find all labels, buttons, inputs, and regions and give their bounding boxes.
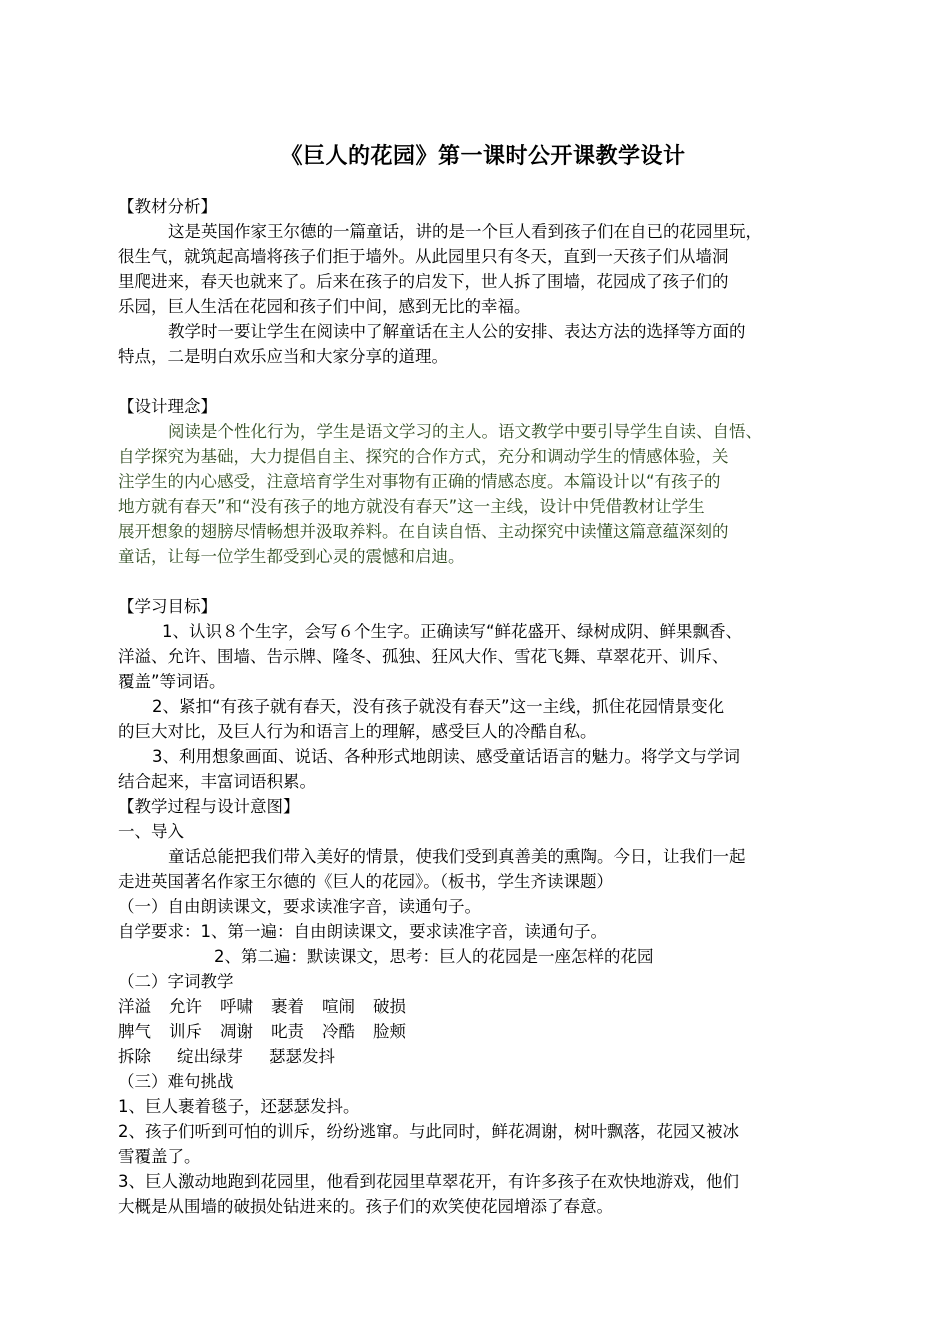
goal-line: 2、紧扣“有孩子就有春天，没有孩子就没有春天”这一主线，抓住花园情景变化: [152, 697, 725, 716]
paragraph-line: 里爬进来，春天也就来了。后来在孩子的启发下，世人拆了围墙，花园成了孩子们的: [118, 272, 729, 291]
paragraph-line: 注学生的内心感受，注意培育学生对事物有正确的情感态度。本篇设计以“有孩子的: [118, 472, 721, 491]
sentence-line: 3、巨人激动地跑到花园里，他看到花园里草翠花开，有许多孩子在欢快地游戏，他们: [118, 1172, 739, 1191]
sentence-line: 大概是从围墙的破损处钻进来的。孩子们的欢笑使花园增添了春意。: [118, 1197, 613, 1216]
paragraph-line: 自学探究为基础，大力提倡自主、探究的合作方式，充分和调动学生的情感体验，关: [118, 447, 729, 466]
section-heading-teaching-process: 【教学过程与设计意图】: [118, 797, 300, 816]
vocab-word: 允许: [169, 997, 202, 1016]
vocab-word: 呼啸: [220, 997, 253, 1016]
vocab-word: 叱责: [271, 1022, 304, 1041]
vocab-word: 破损: [373, 997, 406, 1016]
section-heading-design-concept: 【设计理念】: [118, 397, 217, 416]
section-heading-textbook-analysis: 【教材分析】: [118, 197, 217, 216]
goal-line: 3、利用想象画面、说话、各种形式地朗读、感受童话语言的魅力。将学文与学词: [152, 747, 740, 766]
requirement-line: 自学要求：1、第一遍：自由朗读课文，要求读准字音，读通句子。: [118, 922, 607, 941]
vocab-word: 瑟瑟发抖: [269, 1047, 335, 1066]
vocab-word: 脾气: [118, 1022, 151, 1041]
subsection-heading: （三）难句挑战: [118, 1072, 234, 1091]
sentence-line: 雪覆盖了。: [118, 1147, 201, 1166]
word-row: [118, 994, 848, 1019]
section-heading-learning-goals: 【学习目标】: [118, 597, 217, 616]
requirement-line: 2、第二遍：默读课文，思考：巨人的花园是一座怎样的花园: [214, 947, 654, 966]
goal-line: 的巨大对比，及巨人行为和语言上的理解，感受巨人的冷酷自私。: [118, 722, 597, 741]
vocab-word: 拆除: [118, 1047, 151, 1066]
document-title: 《巨人的花园》第一课时公开课教学设计: [280, 144, 686, 169]
paragraph-line: 阅读是个性化行为，学生是语文学习的主人。语文教学中要引导学生自读、自悟、: [168, 422, 762, 441]
sentence-line: 2、孩子们听到可怕的训斥，纷纷逃窜。与此同时，鲜花凋谢，树叶飘落，花园又被冰: [118, 1122, 739, 1141]
paragraph-line: 特点，二是明白欢乐应当和大家分享的道理。: [118, 347, 448, 366]
document-page: [118, 140, 848, 1219]
paragraph-line: 童话总能把我们带入美好的情景，使我们受到真善美的熏陶。今日，让我们一起: [168, 847, 746, 866]
word-row: [118, 1019, 848, 1044]
vocab-word: 凋谢: [220, 1022, 253, 1041]
vocab-word: 裹着: [271, 997, 304, 1016]
paragraph-line: 乐园，巨人生活在花园和孩子们中间，感到无比的幸福。: [118, 297, 531, 316]
paragraph-line: 展开想象的翅膀尽情畅想并汲取养料。在自读自悟、主动探究中读懂这篇意蕴深刻的: [118, 522, 729, 541]
goal-line: 1、认识８个生字，会写６个生字。正确读写“鲜花盛开、绿树成阴、鲜果飘香、: [162, 622, 743, 641]
sentence-line: 1、巨人裹着毯子，还瑟瑟发抖。: [118, 1097, 360, 1116]
vocab-word: 绽出绿芽: [177, 1047, 243, 1066]
vocab-word: 冷酷: [322, 1022, 355, 1041]
word-row: [118, 1044, 848, 1069]
paragraph-line: 很生气，就筑起高墙将孩子们拒于墙外。从此园里只有冬天，直到一天孩子们从墙洞: [118, 247, 729, 266]
vocab-word: 洋溢: [118, 997, 151, 1016]
subsection-heading: （二）字词教学: [118, 972, 234, 991]
paragraph-line: 教学时一要让学生在阅读中了解童话在主人公的安排、表达方法的选择等方面的: [168, 322, 746, 341]
goal-line: 覆盖”等词语。: [118, 672, 226, 691]
vocab-word: 脸颊: [373, 1022, 406, 1041]
subsection-heading: （一）自由朗读课文，要求读准字音，读通句子。: [118, 897, 481, 916]
part-heading: 一、导入: [118, 822, 184, 841]
vocab-word: 喧闹: [322, 997, 355, 1016]
paragraph-line: 童话，让每一位学生都受到心灵的震憾和启迪。: [118, 547, 465, 566]
paragraph-line: 这是英国作家王尔德的一篇童话，讲的是一个巨人看到孩子们在自已的花园里玩，: [168, 222, 762, 241]
paragraph-line: 走进英国著名作家王尔德的《巨人的花园》。（板书，学生齐读课题）: [118, 872, 613, 891]
goal-line: 结合起来，丰富词语积累。: [118, 772, 316, 791]
paragraph-line: 地方就有春天”和“没有孩子的地方就没有春天”这一主线，设计中凭借教材让学生: [118, 497, 705, 516]
vocab-word: 训斥: [169, 1022, 202, 1041]
goal-line: 洋溢、允许、围墙、告示牌、隆冬、孤独、狂风大作、雪花飞舞、草翠花开、训斥、: [118, 647, 729, 666]
